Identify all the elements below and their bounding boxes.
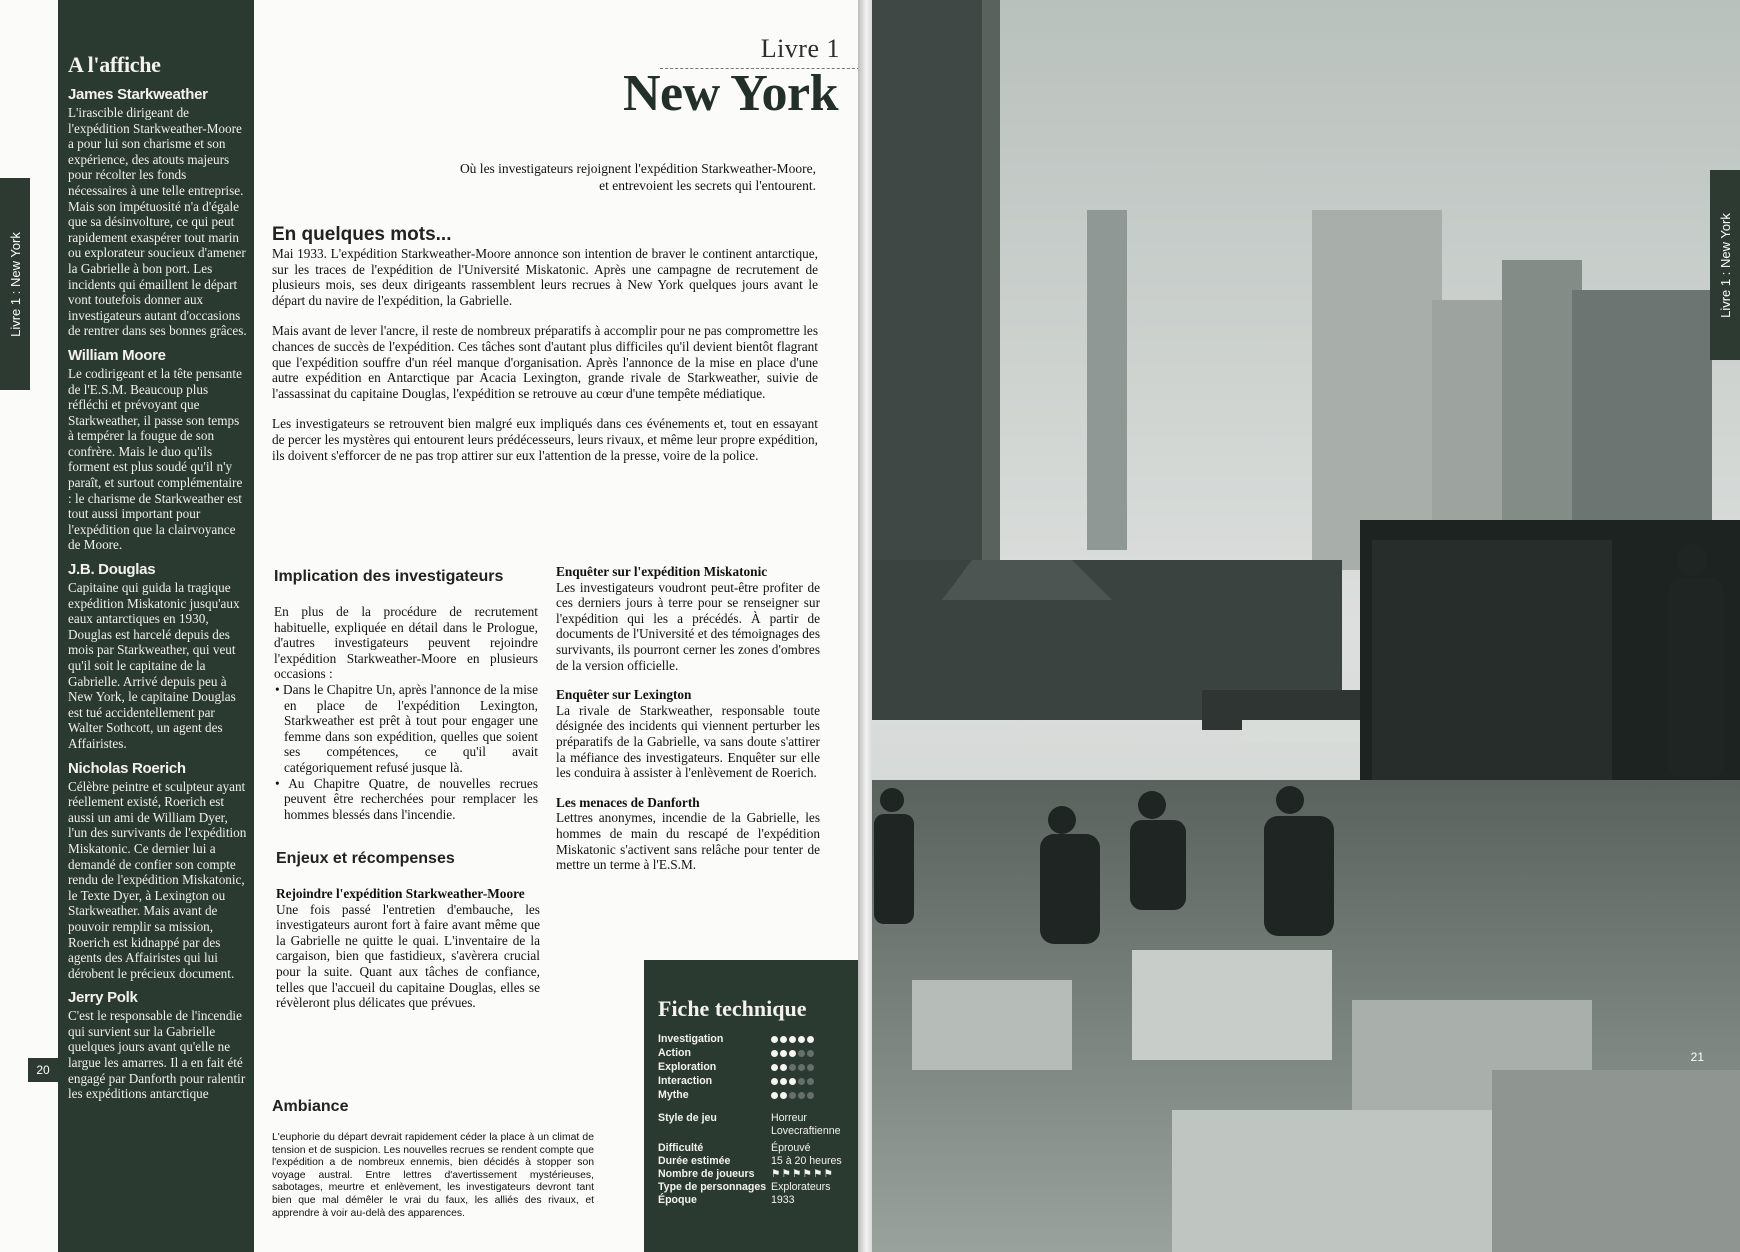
info-value: Explorateurs: [771, 1181, 831, 1193]
running-header-tab: [0, 178, 30, 390]
running-header-tab: [1710, 170, 1740, 360]
stakes-text: [276, 886, 540, 1011]
character-description: Célèbre peintre et sculpteur ayant réellement existé, Roerich est aussi un ami de William Dyer, l'un des survivants de l'expédition Miskatonic. Ce dernier lui a demandé de confier son compte rendu de l'expédition Miskatonic, le Texte Dyer, à Lexington ou Starkweather. Mais avant de pouvoir remplir sa mission, Roerich est kidnappé par des agents des Affairistes qui lui dérobent le précieux document.: [68, 778, 247, 981]
rating-dots: [771, 1064, 814, 1071]
implication-text: [274, 604, 538, 822]
rating-dot: [780, 1036, 787, 1043]
intro-line: Où les investigateurs rejoignent l'expédition Starkweather-Moore,: [459, 161, 816, 176]
rating-dot: [798, 1078, 805, 1085]
info-row: [658, 1181, 860, 1194]
rating-label: Investigation: [658, 1033, 724, 1045]
rating-list: [658, 1032, 860, 1102]
character-name: Nicholas Roerich: [68, 759, 186, 777]
photo-skyscraper: [982, 0, 1000, 560]
rating-dot: [771, 1036, 778, 1043]
character-name: Jerry Polk: [68, 989, 138, 1007]
rating-dot: [798, 1064, 805, 1071]
ambiance-text: L'euphorie du départ devrait rapidement céder la place à un climat de tension et de suspicion. Les nouvelles recrues se rendent compte que l'expédition a de nombreux ennemis, bien décidés à stopper son voyage austral. Entre lettres d'avertissement mystérieuses, sabotages, meurtre et enlèvement, les investigateurs devront tant bien que mal démêler le vrai du faux, les alliés des rivaux, et apprendre à voir au-delà des apparences.: [272, 1132, 594, 1219]
info-value: Horreur Lovecraftienne: [771, 1112, 841, 1137]
list-item: • Dans le Chapitre Un, après l'annonce de la mise en place de l'expédition Lexington, Starkweather est prêt à tout pour engager une femme dans son expédition, quelles que soient ses compétences, ce qu'il avait catégoriquement refusé jusque là.: [274, 682, 538, 776]
rating-dots: [771, 1050, 814, 1057]
rating-dot: [771, 1092, 778, 1099]
page-number-right: 21: [1690, 1050, 1704, 1064]
info-label: Époque: [658, 1194, 697, 1206]
rating-row: [658, 1032, 860, 1046]
rating-dot: [780, 1050, 787, 1057]
list-item: • Au Chapitre Quatre, de nouvelles recrues peuvent être recherchées pour remplacer les hommes blessés dans l'incendie.: [274, 776, 538, 823]
rating-row: [658, 1060, 860, 1074]
rating-dot: [807, 1036, 814, 1043]
rating-label: Exploration: [658, 1061, 717, 1073]
rating-dot: [807, 1050, 814, 1057]
investigation-column: [556, 564, 820, 887]
photo-skyscraper: [872, 0, 982, 560]
rating-dots: [771, 1092, 814, 1099]
character-description: Capitaine qui guida la tragique expédition Miskatonic jusqu'aux eaux antarctiques en 1930, Douglas est harcelé depuis des mois par Starkweather, qui veut qu'il soit le capitaine de la Gabrielle. Arrivé depuis peu à New York, le capitaine Douglas est tué accidentellement par Walter Sothcott, un agent des Affairistes.: [68, 580, 240, 751]
info-value: 15 à 20 heures: [771, 1155, 842, 1167]
investigation-block: [556, 564, 820, 673]
paragraph: Mai 1933. L'expédition Starkweather-Moore annonce son intention de braver le continent antarctique, sur les traces de l'expédition de l'Université Miskatonic. Après une campagne de recrutement de plusieurs mois, ses deux dirigeants rassemblent leurs recrues à New York quelques jours avant le départ du navire de l'expédition, la Gabrielle.: [272, 246, 818, 308]
rating-row: [658, 1088, 860, 1102]
photo-skyscraper: [1312, 210, 1442, 570]
rating-dot: [771, 1078, 778, 1085]
intro-line: et entrevoient les secrets qui l'entourent.: [599, 178, 816, 193]
photo-truck-panel: [1372, 540, 1612, 800]
left-page: [0, 0, 868, 1252]
section-title-implication: Implication des investigateurs: [274, 568, 504, 585]
paragraph: La rivale de Starkweather, responsable toute désignée des incidents qui viennent perturber les préparatifs de la Gabrielle, va sans doute s'attirer la méfiance des investigateurs. Enquêter sur elle les conduira à assister à l'enlèvement de Roerich.: [556, 702, 820, 781]
book-spine: [858, 0, 872, 1252]
photo-crate: [912, 980, 1072, 1070]
paragraph: Mais avant de lever l'ancre, il reste de nombreux préparatifs à accomplir pour ne pas compromettre les chances de succès de l'expédition. Ces tâches sont d'autant plus difficiles qu'il devient bientôt flagrant que l'expédition souffre d'un réel manque d'organisation. Après l'annonce de la mise en place d'une autre expédition en Antarctique par Acacia Lexington, grande rivale de Starkweather, suivie de l'assassinat du capitaine Douglas, l'expédition se retrouve au cœur d'une tempête médiatique.: [272, 323, 818, 401]
info-label: Type de personnages: [658, 1181, 767, 1193]
rating-dot: [780, 1064, 787, 1071]
rating-row: [658, 1074, 860, 1088]
info-value: Éprouvé: [771, 1142, 811, 1154]
paragraph: Une fois passé l'entretien d'embauche, les investigateurs auront fort à faire avant même que la Gabrielle ne quitte le quai. L'inventaire de la cargaison, bien que fastidieux, s'avèrera crucial pour la suite. Quant aux tâches de confiance, telles que l'accueil du capitaine Douglas, elles se révèleront plus délicates que prévues.: [276, 901, 540, 1011]
technical-sheet: [644, 960, 868, 1252]
rating-dot: [807, 1092, 814, 1099]
rating-dot: [789, 1064, 796, 1071]
rating-dot: [798, 1036, 805, 1043]
rating-dot: [798, 1092, 805, 1099]
paragraph: Les investigateurs voudront peut-être profiter de ces derniers jours à terre pour se renseigner sur l'expédition qui les a précédés. À partir de documents de l'Université et des témoignages des survivants, ils pourront cerner les zones d'ombres de la version officielle.: [556, 579, 820, 673]
info-row: [658, 1112, 860, 1138]
subsection-title: Enquêter sur l'expédition Miskatonic: [556, 564, 768, 579]
paragraph: Les investigateurs se retrouvent bien malgré eux impliqués dans ces événements et, tout en essayant de percer les mystères qui entourent leurs prédécesseurs, leurs rivaux, et même leur propre expédition, ils doivent s'efforcer de ne pas trop attirer sur eux l'attention de la presse, voire de la police.: [272, 416, 818, 463]
rating-dot: [798, 1050, 805, 1057]
rating-dots: [771, 1078, 814, 1085]
summary-text: [272, 246, 818, 478]
investigation-block: [556, 687, 820, 781]
info-row: [658, 1168, 860, 1181]
character-name: James Starkweather: [68, 86, 208, 103]
photo-crate: [1172, 1110, 1492, 1252]
player-count-icons: ⚑⚑⚑⚑⚑⚑: [771, 1168, 834, 1180]
rating-dot: [771, 1064, 778, 1071]
rating-dot: [789, 1092, 796, 1099]
rating-dot: [807, 1064, 814, 1071]
running-header: Livre 1 : New York: [7, 231, 23, 337]
dock-photo: [872, 0, 1740, 1252]
rating-dot: [780, 1078, 787, 1085]
info-label: Nombre de joueurs: [658, 1168, 755, 1180]
investigation-block: [556, 795, 820, 873]
book-label: Livre 1: [760, 34, 840, 63]
rating-dot: [789, 1050, 796, 1057]
rating-label: Mythe: [658, 1089, 689, 1101]
running-header: Livre 1 : New York: [1717, 212, 1733, 318]
rating-dots: [771, 1036, 814, 1043]
subsection-title: Rejoindre l'expédition Starkweather-Moore: [276, 886, 525, 901]
rating-dot: [789, 1078, 796, 1085]
right-page: [872, 0, 1740, 1252]
character-name: J.B. Douglas: [68, 561, 156, 579]
paragraph: En plus de la procédure de recrutement habituelle, expliquée en détail dans le Prologue, d'autres investigateurs peuvent rejoindre l'expédition Starkweather-Moore en plusieurs occasions :: [274, 604, 538, 682]
photo-crate: [1132, 950, 1332, 1060]
section-title-ambiance: Ambiance: [272, 1098, 349, 1115]
info-label: Difficulté: [658, 1142, 704, 1154]
technical-sheet-title: Fiche technique: [658, 996, 807, 1021]
subsection-title: Les menaces de Danforth: [556, 794, 700, 810]
info-row: [658, 1155, 860, 1168]
info-label: Style de jeu: [658, 1112, 717, 1124]
chapter-title-block: [560, 34, 860, 124]
info-row: [658, 1194, 860, 1207]
rating-dot: [789, 1036, 796, 1043]
photo-chimney: [1087, 210, 1127, 550]
info-row: [658, 1142, 860, 1155]
section-title-stakes: Enjeux et récompenses: [276, 850, 455, 867]
character-description: Le codirigeant et la tête pensante de l'E.S.M. Beaucoup plus réfléchi et prévoyant que Starkweather, il passe son temps à tempérer la fougue de son confrère. Mais le duo qu'ils forment est plus soudé qu'il n'y paraît, et surtout complémentaire : le charisme de Starkweather est tout aussi important pour l'expédition que la clairvoyance de Moore.: [68, 365, 243, 553]
rating-dot: [807, 1078, 814, 1085]
rating-dot: [771, 1050, 778, 1057]
photo-crate: [1492, 1070, 1740, 1252]
rating-label: Interaction: [658, 1075, 713, 1087]
info-value: 1933: [771, 1194, 795, 1206]
rating-dot: [780, 1092, 787, 1099]
character-description: L'irascible dirigeant de l'expédition Starkweather-Moore a pour lui son charisme et son expérience, des atouts majeurs pour récolter les fonds nécessaires à une telle entreprise. Mais son impétuosité n'a d'égale que sa désinvolture, ce qui peut rapidement exaspérer tout marin ou explorateur soucieux d'amener la Gabrielle à bon port. Les incidents qui émaillent le départ vont toutefois donner aux investigateurs autant d'occasions de rentrer dans ses bonnes grâces.: [68, 105, 247, 339]
chapter-title: New York: [622, 65, 838, 122]
page-number-left: 20: [28, 1058, 58, 1082]
chapter-intro: [380, 160, 816, 194]
character-description: C'est le responsable de l'incendie qui survient sur la Gabrielle quelques jours avant qu'elle ne largue les amarres. Il a en fait été engagé par Danforth pour ralentir les expéditions antarctique: [68, 1008, 246, 1102]
section-title-summary: En quelques mots...: [272, 224, 452, 245]
rating-row: [658, 1046, 860, 1060]
subsection-title: Enquêter sur Lexington: [556, 687, 692, 703]
bullet-list: [274, 682, 538, 822]
character-name: William Moore: [68, 346, 166, 364]
info-label: Durée estimée: [658, 1155, 731, 1167]
cast-sidebar: [58, 0, 254, 1252]
sidebar-title: A l'affiche: [68, 52, 161, 77]
rating-label: Action: [658, 1047, 691, 1059]
paragraph: Lettres anonymes, incendie de la Gabrielle, les hommes de main du rescapé de l'expédition Miskatonic s'activent sans relâche pour tenter de mettre un terme à l'E.S.M.: [556, 810, 820, 873]
